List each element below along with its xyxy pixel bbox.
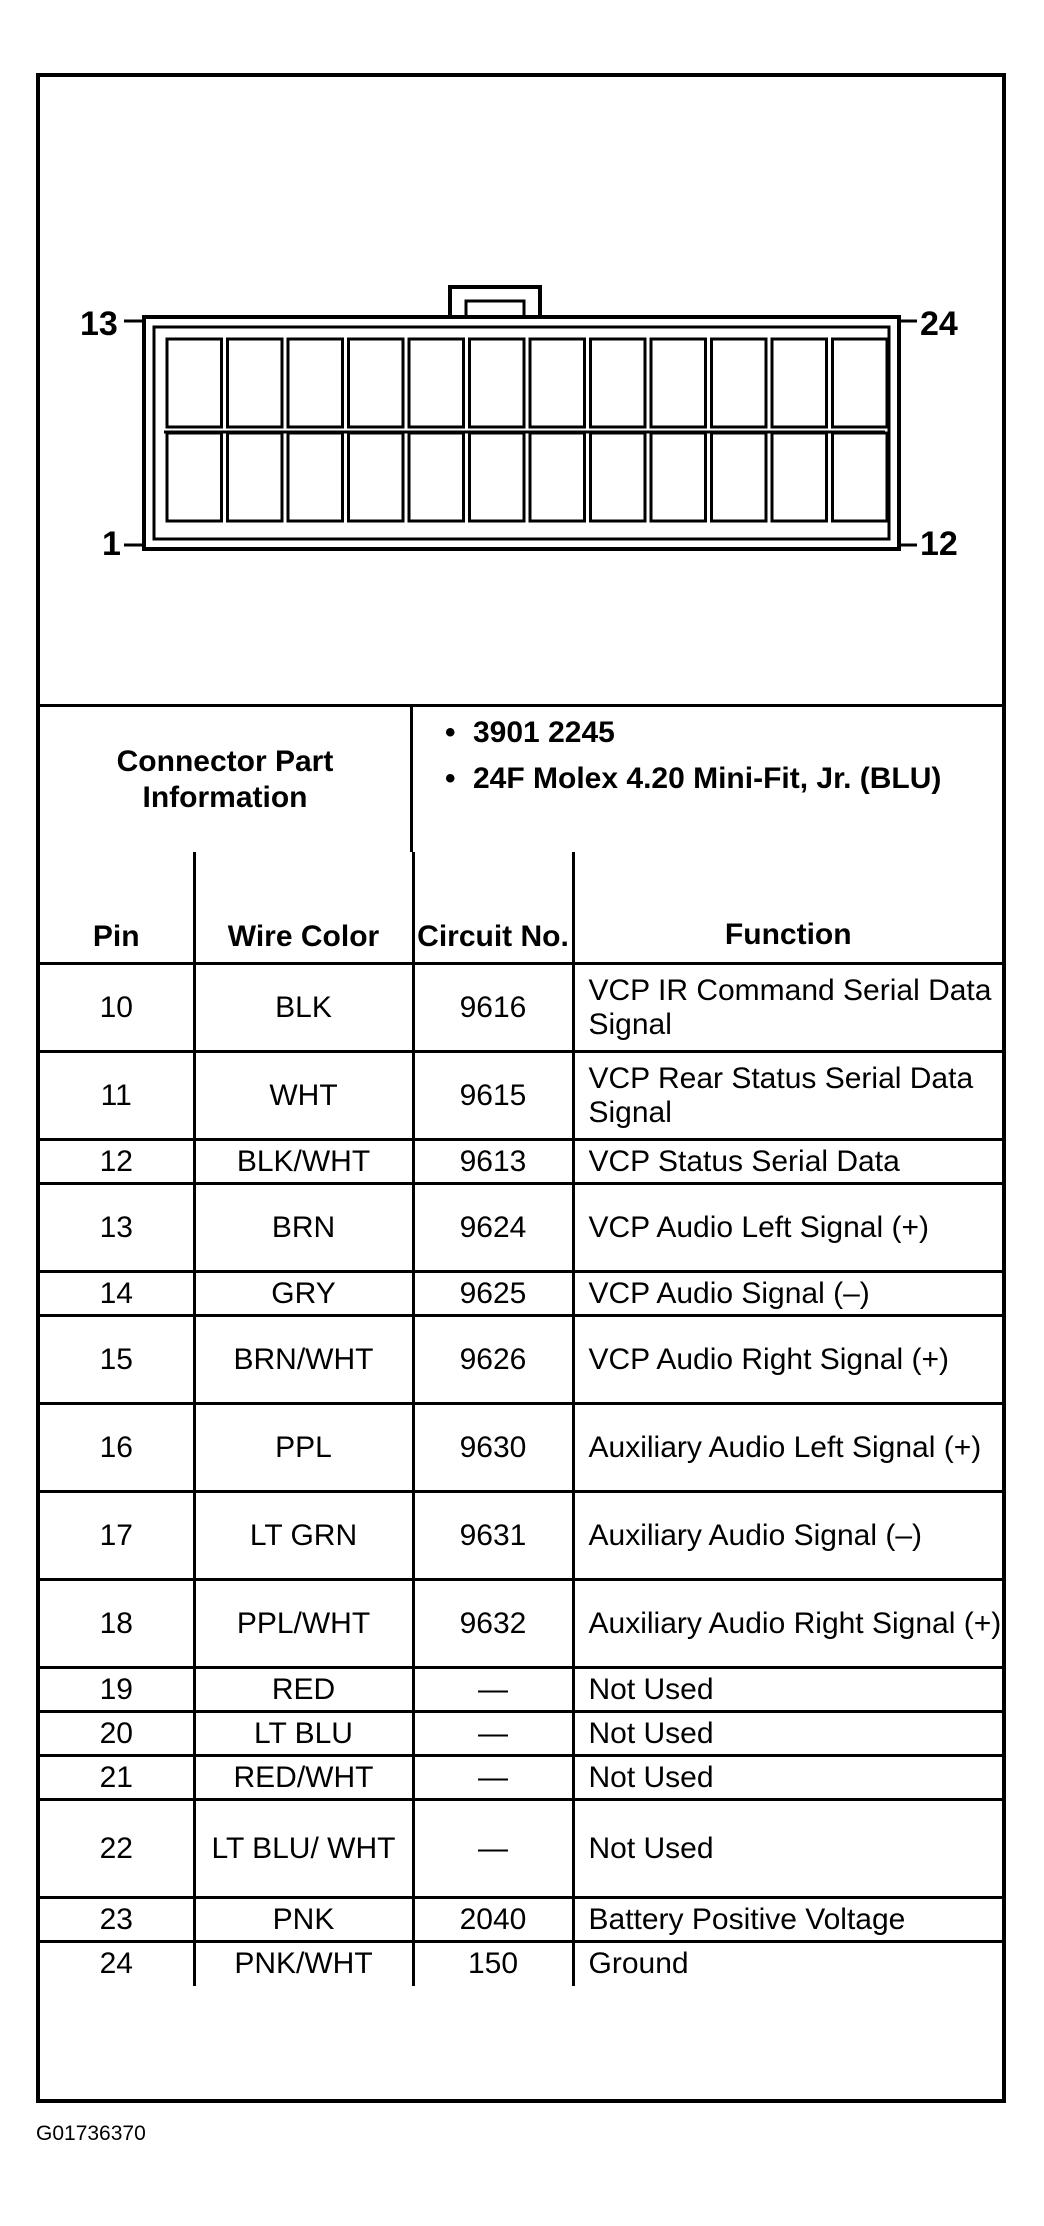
wire-color-cell: PPL [194,1404,413,1492]
wire-color-cell: PNK/WHT [194,1942,413,1986]
table-row [40,1942,1002,1986]
pin-label-1: 1 [102,525,121,563]
pin-cavity [772,433,827,521]
wire-color-cell: LT BLU/ WHT [194,1800,413,1898]
header-circuit-no: Circuit No. [413,852,573,964]
table-row [40,1668,1002,1712]
pin-cell: 19 [40,1668,194,1712]
header-pin: Pin [40,852,194,964]
table-row [40,1316,1002,1404]
function-cell: Auxiliary Audio Right Signal (+) [573,1580,1002,1668]
wire-color-cell: PNK [194,1898,413,1942]
circuit-no-cell: — [413,1800,573,1898]
function-cell: Ground [573,1942,1002,1986]
function-cell: Not Used [573,1756,1002,1800]
function-cell: VCP Rear Status Serial Data Signal [573,1052,1002,1140]
circuit-no-cell: 9625 [413,1272,573,1316]
wire-color-cell: LT BLU [194,1712,413,1756]
table-row [40,1272,1002,1316]
circuit-no-cell: 9630 [413,1404,573,1492]
circuit-no-cell: 150 [413,1942,573,1986]
circuit-no-cell: — [413,1756,573,1800]
circuit-no-cell: 9616 [413,964,573,1052]
pin-cavity [530,339,585,427]
circuit-no-cell: 9624 [413,1184,573,1272]
table-row [40,964,1002,1052]
connector-face-drawing [40,77,1002,704]
pin-cell: 11 [40,1052,194,1140]
pin-cavity [409,339,464,427]
pin-label-24: 24 [920,305,958,343]
function-cell: VCP Status Serial Data [573,1140,1002,1184]
pinout-rows [40,964,1002,1986]
function-cell: VCP Audio Signal (–) [573,1272,1002,1316]
wire-color-cell: GRY [194,1272,413,1316]
pin-cavity [288,433,343,521]
wire-color-cell: BRN/WHT [194,1316,413,1404]
pin-cavity [409,433,464,521]
pin-cell: 16 [40,1404,194,1492]
pin-cell: 15 [40,1316,194,1404]
table-row [40,1140,1002,1184]
function-cell: Auxiliary Audio Signal (–) [573,1492,1002,1580]
pin-cavity [712,433,767,521]
table-row [40,1756,1002,1800]
function-cell: Not Used [573,1800,1002,1898]
pin-cavity [228,433,283,521]
pin-cavity [712,339,767,427]
circuit-no-cell: 9613 [413,1140,573,1184]
pin-cavity [591,339,646,427]
pin-cavity [470,433,525,521]
header-function: Function [573,852,1002,964]
pin-cell: 13 [40,1184,194,1272]
connector-info-details [413,707,1002,852]
function-cell: VCP Audio Right Signal (+) [573,1316,1002,1404]
pin-cell: 22 [40,1800,194,1898]
figure-code: G01736370 [36,2122,146,2145]
circuit-no-cell: 2040 [413,1898,573,1942]
pin-cavity [349,433,404,521]
pin-cavity [349,339,404,427]
pin-cell: 12 [40,1140,194,1184]
pin-cell: 20 [40,1712,194,1756]
pin-cavities [164,339,887,521]
pin-cavity [530,433,585,521]
pin-cell: 14 [40,1272,194,1316]
circuit-no-cell: — [413,1668,573,1712]
pin-cavity [591,433,646,521]
table-row [40,1184,1002,1272]
pinout-header-row [40,852,1002,964]
pin-cavity [651,433,706,521]
pin-cavity [651,339,706,427]
pin-cavity [167,433,222,521]
pin-cavity [833,433,888,521]
pin-cavity [288,339,343,427]
table-row [40,1492,1002,1580]
wire-color-cell: BRN [194,1184,413,1272]
wire-color-cell: PPL/WHT [194,1580,413,1668]
wire-color-cell: BLK/WHT [194,1140,413,1184]
connector-diagram [40,77,1002,704]
pin-cavity [228,339,283,427]
pin-cell: 10 [40,964,194,1052]
table-row [40,1712,1002,1756]
pin-cell: 17 [40,1492,194,1580]
function-cell: Not Used [573,1712,1002,1756]
circuit-no-cell: — [413,1712,573,1756]
header-wire-color: Wire Color [194,852,413,964]
function-cell: VCP IR Command Serial Data Signal [573,964,1002,1052]
circuit-no-cell: 9632 [413,1580,573,1668]
pin-cavity [167,339,222,427]
table-row [40,1898,1002,1942]
table-row [40,1800,1002,1898]
table-row [40,1580,1002,1668]
connector-part-information [40,704,1002,852]
pin-label-12: 12 [920,525,958,563]
pin-cell: 23 [40,1898,194,1942]
pin-cell: 24 [40,1942,194,1986]
circuit-no-cell: 9631 [413,1492,573,1580]
connector-part-number: • 3901 2245 [445,715,1002,751]
pin-cavity [833,339,888,427]
circuit-no-cell: 9615 [413,1052,573,1140]
connector-description: • 24F Molex 4.20 Mini-Fit, Jr. (BLU) [445,761,1002,797]
wire-color-cell: WHT [194,1052,413,1140]
function-cell: Battery Positive Voltage [573,1898,1002,1942]
wire-color-cell: LT GRN [194,1492,413,1580]
pin-cavity [772,339,827,427]
table-row [40,1404,1002,1492]
table-row [40,1052,1002,1140]
wire-color-cell: RED/WHT [194,1756,413,1800]
circuit-no-cell: 9626 [413,1316,573,1404]
pin-cavity [470,339,525,427]
connector-latch-inner [466,301,524,317]
connector-document [36,73,1006,2103]
pinout-table [40,852,1002,1986]
function-cell: VCP Audio Left Signal (+) [573,1184,1002,1272]
pin-cell: 18 [40,1580,194,1668]
wire-color-cell: BLK [194,964,413,1052]
pin-cell: 21 [40,1756,194,1800]
wire-color-cell: RED [194,1668,413,1712]
function-cell: Not Used [573,1668,1002,1712]
pin-label-13: 13 [80,305,118,343]
function-cell: Auxiliary Audio Left Signal (+) [573,1404,1002,1492]
connector-info-heading: Connector Part Information [40,707,413,852]
